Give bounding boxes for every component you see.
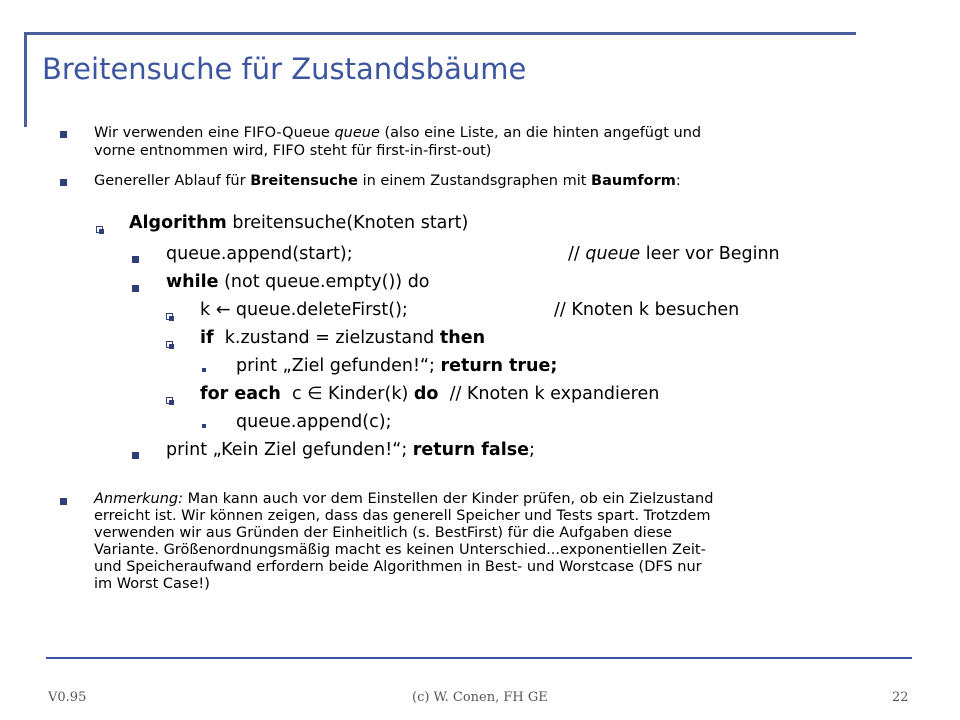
baumform-bold: Baumform xyxy=(591,173,676,189)
note-line-2: erreicht ist. Wir können zeigen, dass das generell Speicher und Tests spart. Trotzdem xyxy=(94,508,711,524)
line-print-found xyxy=(236,356,557,376)
comment-expand: // Knoten k expandieren xyxy=(449,384,660,404)
line-delete-first: k ← queue.deleteFirst(); xyxy=(200,300,408,320)
while-cond: (not queue.empty()) do xyxy=(224,272,430,292)
line-if xyxy=(200,328,485,348)
algorithm-header xyxy=(129,213,468,233)
note-line-5: und Speicheraufwand erfordern beide Algorithmen in Best- und Worstcase (DFS nur xyxy=(94,559,702,575)
line-print-not-found xyxy=(166,440,535,460)
print-not-found: print „Kein Ziel gefunden!“; xyxy=(166,440,408,460)
slide-title: Breitensuche für Zustandsbäume xyxy=(42,52,527,86)
comment-visit: // Knoten k besuchen xyxy=(554,300,740,320)
algo-name: breitensuche(Knoten start) xyxy=(232,213,469,233)
footer-version: V0.95 xyxy=(48,690,87,705)
bullet-fifo-queue-line2: vorne entnommen wird, FIFO steht für first-in-first-out) xyxy=(94,143,492,159)
kw-algorithm: Algorithm xyxy=(129,213,227,233)
bullet-hollow-square-icon xyxy=(166,313,173,320)
line-append-child: queue.append(c); xyxy=(236,412,392,432)
text: (also eine Liste, an die hinten angefügt und xyxy=(379,125,702,141)
line-while xyxy=(166,272,430,292)
note-line-4: Variante. Größenordnungsmäßig macht es keinen Unterschied...exponentiellen Zeit- xyxy=(94,542,706,558)
text: Genereller Ablauf für xyxy=(94,173,251,189)
bullet-square-icon xyxy=(132,285,139,292)
line-for-each xyxy=(200,384,659,404)
kw-while: while xyxy=(166,272,219,292)
text: in einem Zustandsgraphen mit xyxy=(358,173,592,189)
text: leer vor Beginn xyxy=(640,244,780,264)
breitensuche-bold: Breitensuche xyxy=(250,173,358,189)
text: Man kann auch vor dem Einstellen der Kinder prüfen, ob ein Zielzustand xyxy=(187,491,714,507)
note-line-3: verwenden wir aus Gründen der Einheitlich (s. BestFirst) für die Aufgaben diese xyxy=(94,525,673,541)
kw-return-false: return false xyxy=(412,440,530,460)
text: // xyxy=(568,244,586,264)
note-line-6: im Worst Case!) xyxy=(94,576,210,592)
bullet-square-icon xyxy=(60,131,67,138)
print-found: print „Ziel gefunden!“; xyxy=(236,356,435,376)
bullet-small-square-icon xyxy=(202,368,206,372)
bullet-hollow-square-icon xyxy=(166,341,173,348)
footer-divider xyxy=(46,657,912,659)
foreach-cond: c ∈ Kinder(k) xyxy=(292,384,409,404)
bullet-general-flow xyxy=(94,173,681,190)
bullet-square-icon xyxy=(60,498,67,505)
bullet-fifo-queue xyxy=(94,125,701,142)
kw-if: if xyxy=(200,328,214,348)
kw-for-each: for each xyxy=(200,384,281,404)
comment-queue-empty xyxy=(568,244,780,264)
if-cond: k.zustand = zielzustand xyxy=(224,328,435,348)
bullet-square-icon xyxy=(60,179,67,186)
queue-italic: queue xyxy=(585,244,641,264)
bullet-hollow-square-icon xyxy=(166,397,173,404)
bullet-square-icon xyxy=(132,256,139,263)
semicolon: ; xyxy=(529,440,535,460)
bullet-square-icon xyxy=(132,452,139,459)
note-line-1 xyxy=(94,491,713,508)
footer-copyright: (c) W. Conen, FH GE xyxy=(412,690,548,705)
bullet-hollow-square-icon xyxy=(96,226,103,233)
note-label: Anmerkung: xyxy=(94,491,183,507)
text: : xyxy=(675,173,681,189)
queue-italic: queue xyxy=(334,125,380,141)
kw-return-true: return true; xyxy=(440,356,558,376)
kw-do: do xyxy=(413,384,439,404)
footer-page-number: 22 xyxy=(892,690,909,705)
kw-then: then xyxy=(439,328,486,348)
text: Wir verwenden eine FIFO-Queue xyxy=(94,125,335,141)
line-queue-append-start: queue.append(start); xyxy=(166,244,353,264)
bullet-small-square-icon xyxy=(202,424,206,428)
